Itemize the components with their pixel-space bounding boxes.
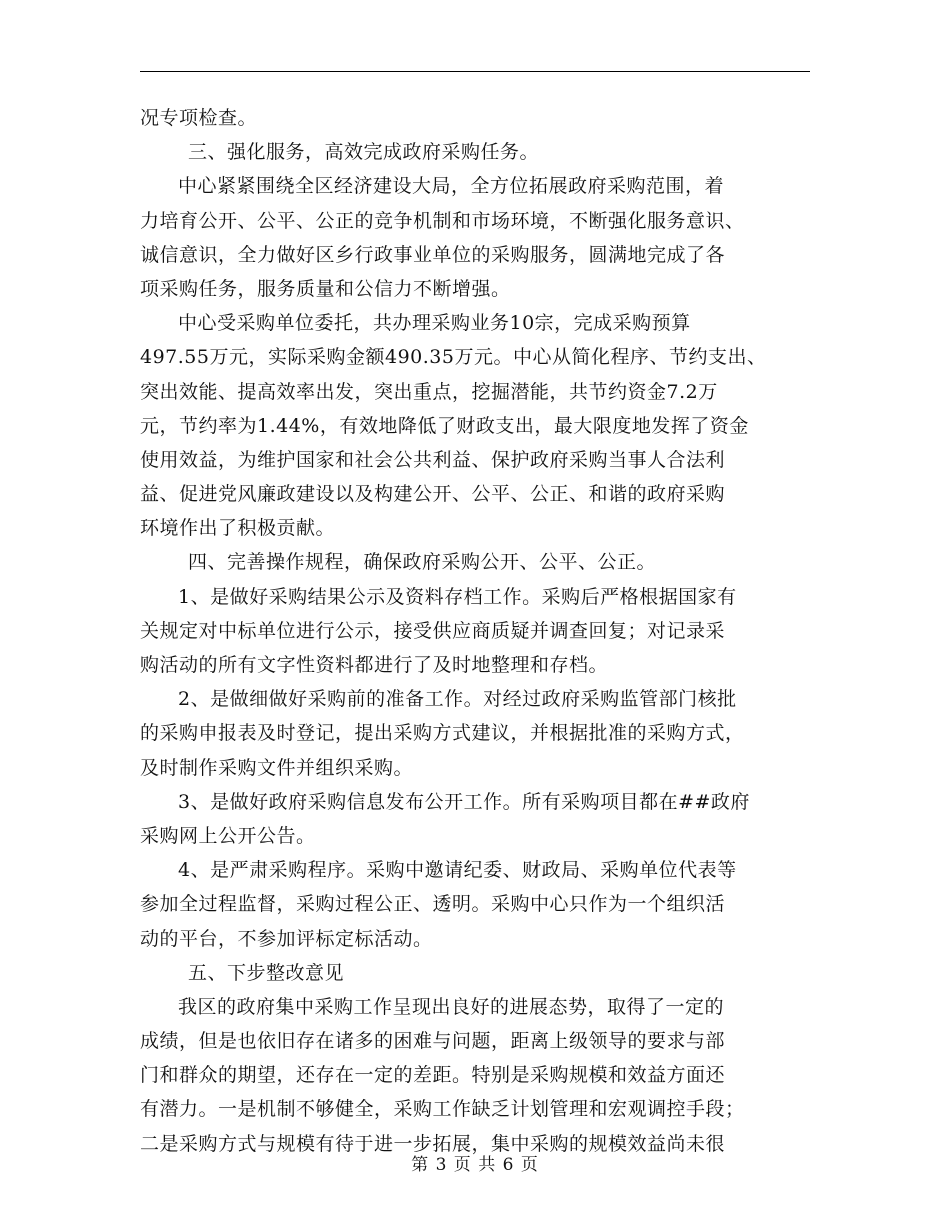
- section-heading: 三、强化服务，高效完成政府采购任务。: [188, 141, 540, 164]
- paragraph-first-line: 3、是做好政府采购信息发布公开工作。所有采购项目都在##政府: [178, 790, 750, 813]
- text-line: 益、促进党风廉政建设以及构建公开、公平、公正、和谐的政府采购: [140, 483, 726, 506]
- paragraph-first-line: 2、是做细做好采购前的准备工作。对经过政府采购监管部门核批: [178, 688, 737, 711]
- text-line: 动的平台，不参加评标定标活动。: [140, 927, 433, 950]
- paragraph-first-line: 1、是做好采购结果公示及资料存档工作。采购后严格根据国家有: [178, 585, 737, 608]
- section-heading: 五、下步整改意见: [188, 961, 345, 984]
- text-line: 参加全过程监督，采购过程公正、透明。采购中心只作为一个组织活: [140, 893, 726, 916]
- text-line: 关规定对中标单位进行公示，接受供应商质疑并调查回复；对记录采: [140, 619, 726, 642]
- document-body: [140, 101, 820, 1161]
- text-line: 使用效益，为维护国家和社会公共利益、保护政府采购当事人合法利: [140, 448, 726, 471]
- header-rule: [140, 71, 810, 72]
- text-line: 二是采购方式与规模有待于进一步拓展，集中采购的规模效益尚未很: [140, 1132, 726, 1155]
- page-number: 第 3 页 共 6 页: [411, 1155, 539, 1175]
- paragraph-first-line: 中心受采购单位委托，共办理采购业务10宗，完成采购预算: [178, 312, 691, 335]
- paragraph-first-line: 4、是严肃采购程序。采购中邀请纪委、财政局、采购单位代表等: [178, 859, 737, 882]
- text-line: 497.55万元，实际采购金额490.35万元。中心从简化程序、节约支出、: [140, 346, 767, 369]
- paragraph-first-line: 我区的政府集中采购工作呈现出良好的进展态势，取得了一定的: [178, 995, 725, 1018]
- text-line: 项采购任务，服务质量和公信力不断增强。: [140, 277, 511, 300]
- text-line: 况专项检查。: [140, 107, 258, 129]
- text-line: 有潜力。一是机制不够健全，采购工作缺乏计划管理和宏观调控手段；: [140, 1098, 745, 1121]
- paragraph-first-line: 中心紧紧围绕全区经济建设大局，全方位拓展政府采购范围，着: [178, 175, 725, 198]
- section-heading: 四、完善操作规程，确保政府采购公开、公平、公正。: [188, 551, 657, 574]
- text-line: 门和群众的期望，还存在一定的差距。特别是采购规模和效益方面还: [140, 1064, 726, 1087]
- text-line: 元，节约率为1.44%，有效地降低了财政支出，最大限度地发挥了资金: [140, 414, 749, 437]
- text-line: 环境作出了积极贡献。: [140, 517, 336, 540]
- text-line: 及时制作采购文件并组织采购。: [140, 756, 414, 779]
- text-line: 采购网上公开公告。: [140, 824, 316, 847]
- text-line: 成绩，但是也依旧存在诸多的困难与问题，距离上级领导的要求与部: [140, 1030, 726, 1053]
- text-line: 诚信意识，全力做好区乡行政事业单位的采购服务，圆满地完成了各: [140, 243, 726, 266]
- text-line: 的采购申报表及时登记，提出采购方式建议，并根据批准的采购方式，: [140, 722, 745, 745]
- text-line: 购活动的所有文字性资料都进行了及时地整理和存档。: [140, 654, 609, 676]
- text-line: 突出效能、提高效率出发，突出重点，挖掘潜能，共节约资金7.2万: [140, 380, 718, 403]
- text-line: 力培育公开、公平、公正的竞争机制和市场环境，不断强化服务意识、: [140, 209, 745, 232]
